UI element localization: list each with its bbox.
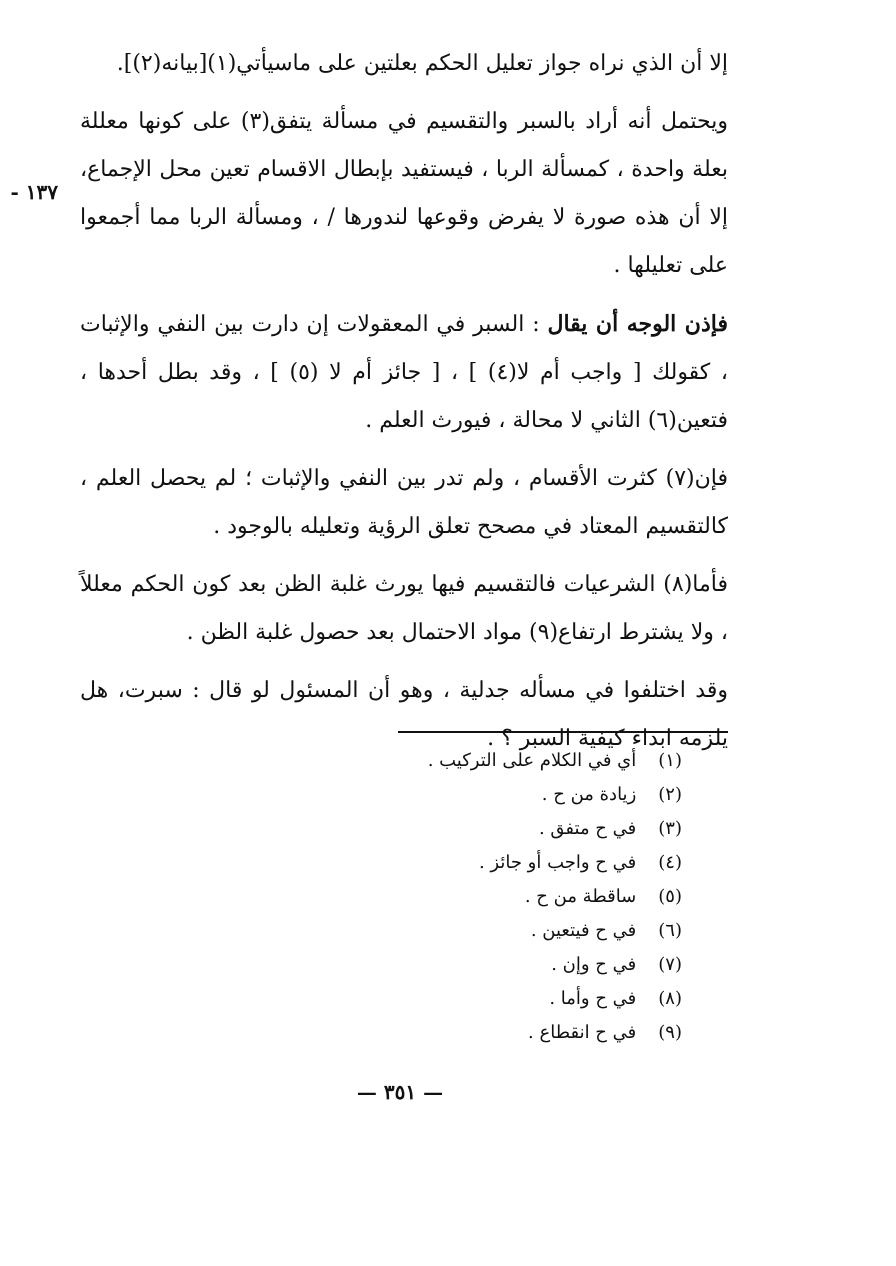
paragraph-4: [80, 455, 728, 551]
footnote-text: في ح انقطاع .: [528, 1022, 637, 1043]
paragraph-text: : السبر في المعقولات إن دارت بين النفي والإثبات ، كقولك [ واجب أم لا(٤) ] ، [ جائز أم لا (٥) ] ، وقد بطل أحدها ، فتعين(٦) الثاني لا محالة ، فيورث العلم .: [80, 312, 728, 433]
footnote-number: (٧): [658, 954, 682, 975]
footnote-divider: [398, 731, 728, 733]
footnote-text: في ح متفق .: [538, 818, 637, 839]
footnote-text: أي في الكلام على التركيب .: [427, 750, 637, 771]
paragraph-text: فأما(٨) الشرعيات فالتقسيم فيها يورث غلبة الظن بعد كون الحكم معللاً ، ولا يشترط ارتفاع(٩) مواد الاحتمال بعد حصول غلبة الظن .: [80, 572, 728, 645]
footnote-text: في ح فيتعين .: [530, 920, 637, 941]
footnote-number: (٥): [658, 886, 682, 907]
footnote: [352, 812, 682, 846]
footnote-text: في ح وأما .: [549, 988, 637, 1009]
paragraph-2: [80, 98, 728, 290]
footnote-text: ساقطة من ح .: [524, 886, 637, 907]
footnote-number: (٨): [658, 988, 682, 1009]
main-text: [80, 40, 728, 763]
footnote-text: في ح وإن .: [551, 954, 637, 975]
footnote-text: في ح واجب أو جائز .: [478, 852, 637, 873]
footnote: [352, 744, 682, 778]
footnote: [352, 1016, 682, 1050]
paragraph-text: ويحتمل أنه أراد بالسبر والتقسيم في مسألة يتفق(٣) على كونها معللة بعلة واحدة ، كمسألة الربا ، فيستفيد بإبطال الاقسام تعين محل الإجماع، إلا أن هذه صورة لا يفرض وقوعها لندورها / ، ومسألة الربا مما أجمعوا على تعليلها .: [80, 109, 728, 278]
footnotes: [352, 744, 682, 1050]
footnote-number: (١): [658, 750, 682, 771]
footnote: [352, 846, 682, 880]
paragraph-5: [80, 561, 728, 657]
footnote-text: زيادة من ح .: [541, 784, 637, 805]
footnote: [352, 948, 682, 982]
footnote-number: (٢): [658, 784, 682, 805]
page-number: — ٣٥١ —: [356, 1080, 444, 1104]
paragraph-3: [80, 300, 728, 445]
paragraph-lead: فإذن الوجه أن يقال: [547, 311, 728, 337]
footnote-number: (٦): [658, 920, 682, 941]
footnote: [352, 778, 682, 812]
footnote: [352, 914, 682, 948]
paragraph-text: فإن(٧) كثرت الأقسام ، ولم تدر بين النفي والإثبات ؛ لم يحصل العلم ، كالتقسيم المعتاد في مصحح تعلق الرؤية وتعليله بالوجود .: [80, 466, 728, 539]
footnote-number: (٣): [658, 818, 682, 839]
footnote-number: (٤): [658, 852, 682, 873]
footnote-number: (٩): [658, 1022, 682, 1043]
paragraph-1: [80, 40, 728, 88]
margin-page-marker: ١٣٧ -: [10, 180, 58, 204]
paragraph-text: وقد اختلفوا في مسأله جدلية ، وهو أن المسئول لو قال : سبرت، هل يلزمه ابداء كيفية السبر ؟ .: [80, 678, 728, 751]
footnote: [352, 880, 682, 914]
paragraph-text: إلا أن الذي نراه جواز تعليل الحكم بعلتين على ماسيأتي(١)[بيانه(٢)].: [116, 51, 728, 76]
footnote: [352, 982, 682, 1016]
